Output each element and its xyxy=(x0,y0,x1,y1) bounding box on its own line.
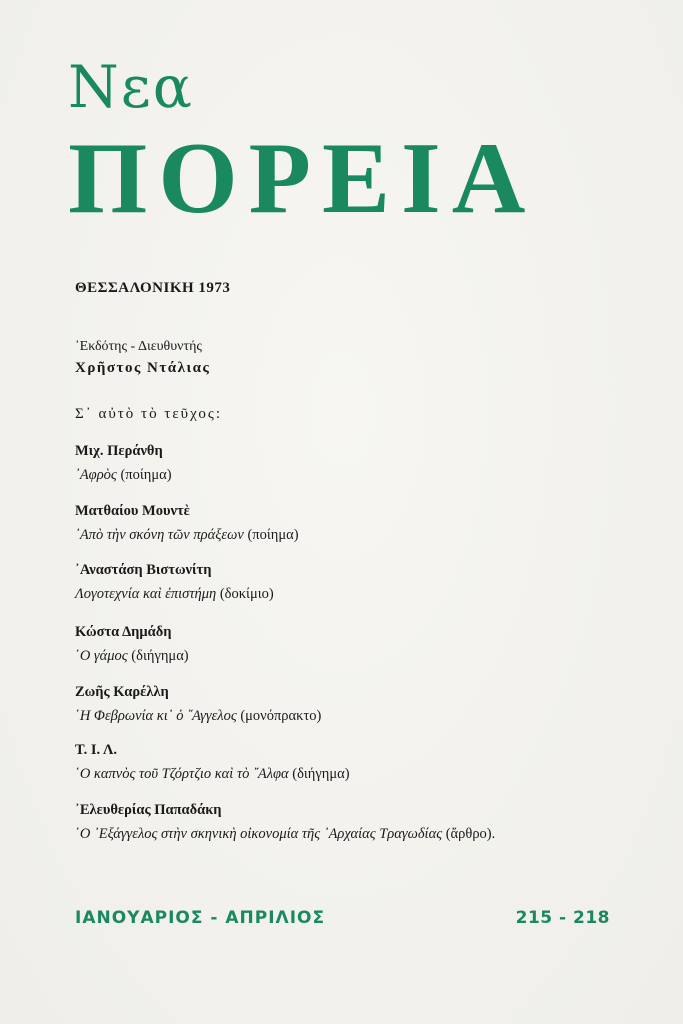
entry-work xyxy=(75,709,321,724)
entry-title: ῾Ο καπνὸς τοῦ Τζόρτζιο καὶ τὸ ῎Αλφα xyxy=(75,765,289,782)
entry-genre: (ἄρθρο). xyxy=(445,825,496,842)
entry-work xyxy=(75,767,350,782)
entry-genre: (ποίημα) xyxy=(247,526,299,543)
contents-entry xyxy=(75,625,189,663)
contents-entry xyxy=(75,444,172,482)
entry-author: ᾿Ελευθερίας Παπαδάκη xyxy=(75,802,222,818)
issue-months: ΙΑΝΟΥΑΡΙΟΣ - ΑΠΡΙΛΙΟΣ xyxy=(75,908,326,928)
entry-work xyxy=(75,827,495,842)
entry-title: ῾Ο ᾿Εξάγγελος στὴν σκηνικὴ οἰκονομία τῆς ᾿Αρχαίας Τραγωδίας xyxy=(75,825,443,842)
publisher-name: Χρῆστος Ντάλιας xyxy=(75,360,211,376)
contents-entry xyxy=(75,743,350,781)
publisher-label: ᾿Εκδότης - Διευθυντής xyxy=(75,339,202,354)
entry-genre: (διήγημα) xyxy=(131,647,189,664)
entry-work xyxy=(75,587,274,602)
contents-entry xyxy=(75,803,495,841)
entry-title: Λογοτεχνία καὶ ἐπιστήμη xyxy=(75,585,217,602)
entry-genre: (μονόπρακτο) xyxy=(240,707,322,724)
masthead-big-title: ΠΟΡΕΙΑ xyxy=(68,122,537,235)
entry-genre: (δοκίμιο) xyxy=(219,585,274,602)
entry-author: Κώστα Δημάδη xyxy=(75,624,172,640)
entry-author: Ζωῆς Καρέλλη xyxy=(75,684,169,700)
entry-author: Ματθαίου Μουντὲ xyxy=(75,503,190,519)
entry-author: Μιχ. Περάνθη xyxy=(75,443,163,459)
entry-author: ᾿Αναστάση Βιστωνίτη xyxy=(75,562,212,578)
entry-title: ᾿Αφρὸς xyxy=(75,466,117,483)
issue-contents-heading: Σ᾿ αὐτὸ τὸ τεῦχος: xyxy=(75,406,223,422)
masthead-small-title: Νεα xyxy=(68,53,194,121)
contents-entry xyxy=(75,685,321,723)
entry-work xyxy=(75,528,299,543)
entry-genre: (ποίημα) xyxy=(120,466,172,483)
entry-title: ᾿Απὸ τὴν σκόνη τῶν πράξεων xyxy=(75,526,244,543)
contents-entry xyxy=(75,563,274,601)
entry-work xyxy=(75,468,172,483)
entry-genre: (διήγημα) xyxy=(292,765,350,782)
entry-author: Τ. Ι. Λ. xyxy=(75,742,117,758)
contents-entry xyxy=(75,504,299,542)
entry-title: ῾Ο γάμος xyxy=(75,647,128,664)
entry-title: ῾Η Φεβρωνία κι᾿ ὁ ῎Αγγελος xyxy=(75,707,237,724)
issue-numbers: 215 - 218 xyxy=(515,908,610,928)
entry-work xyxy=(75,649,189,664)
city-year: ΘΕΣΣΑΛΟΝΙΚΗ 1973 xyxy=(75,280,231,296)
